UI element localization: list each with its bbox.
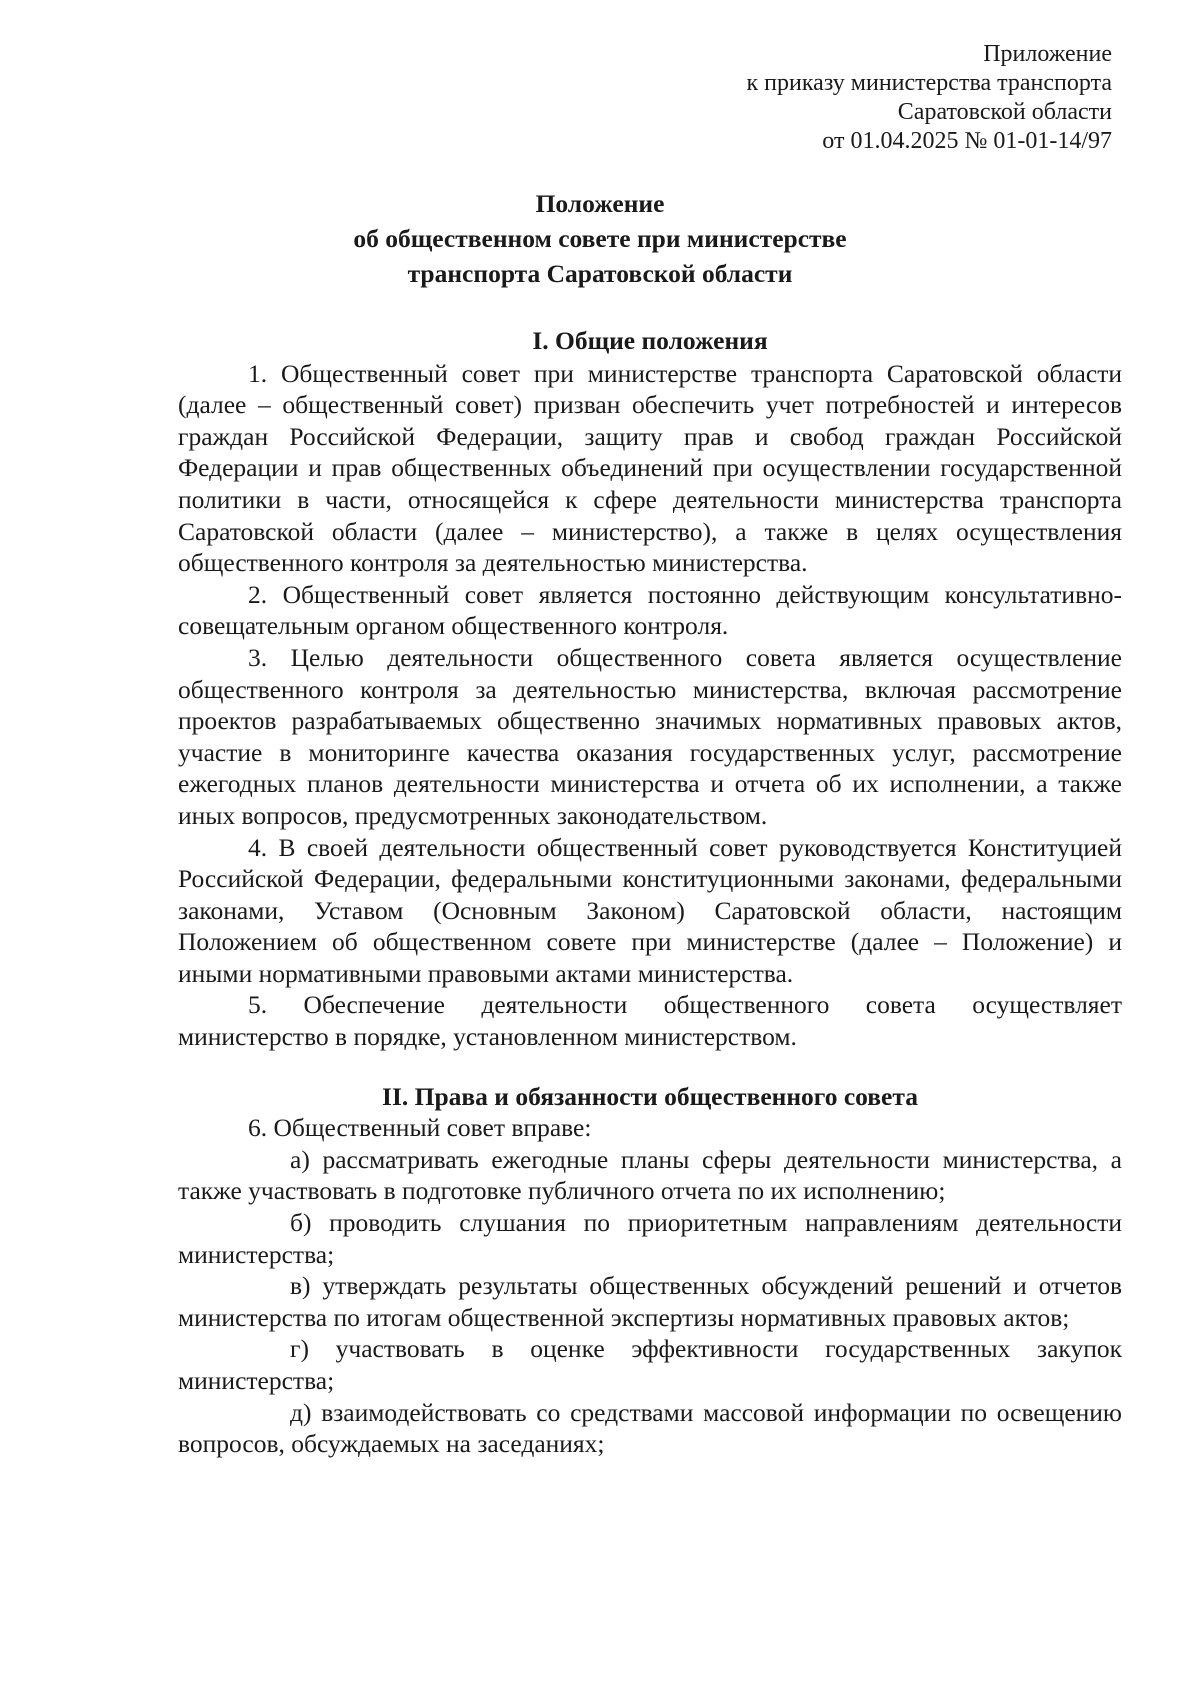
paragraph-1: 1. Общественный совет при министерстве транспорта Саратовской области (далее – общественный совет) призван обеспечить учет потребностей и интересов граждан Российской Федерации, защиту прав и свобод граждан Российской Федерации и прав общественных объединений при осуществлении государственной политики в части, относящейся к сфере деятельности министерства транспорта Саратовской области (далее – министерство), а также в целях осуществления общественного контроля за деятельностью министерства. — [178, 358, 1122, 578]
paragraph-5: 5. Обеспечение деятельности общественного совета осуществляет министерство в порядке, установленном министерством. — [178, 990, 1122, 1052]
appendix-note — [592, 40, 1112, 156]
appendix-line-4: от 01.04.2025 № 01-01-14/97 — [822, 128, 1112, 154]
appendix-line-1: Приложение — [983, 41, 1112, 67]
title-line-2: об общественном совете при министерстве — [353, 224, 847, 253]
subitem-v: в) утверждать результаты общественных обсуждений решений и отчетов министерства по итогам общественной экспертизы нормативных правовых актов; — [178, 1271, 1122, 1332]
paragraph-4: 4. В своей деятельности общественный совет руководствуется Конституцией Российской Федерации, федеральными конституционными законами, федеральными законами, Уставом (Основным Законом) Саратовской области, настоящим Положением об общественном совете при министерстве (далее – Положение) и иными нормативными правовыми актами министерства. — [178, 832, 1122, 988]
title-line-3: транспорта Саратовской области — [407, 259, 793, 288]
section-1-heading: I. Общие положения — [532, 326, 768, 355]
paragraph-3: 3. Целью деятельности общественного совета является осуществление общественного контроля за деятельностью министерства, включая рассмотрение проектов разрабатываемых общественно значимых нормативных правовых актов, участие в мониторинге качества оказания государственных услуг, рассмотрение ежегодных планов деятельности министерства и отчета об их исполнении, а также иных вопросов, предусмотренных законодательством. — [178, 642, 1122, 830]
paragraph-2: 2. Общественный совет является постоянно действующим консультативно-совещательным органом общественного контроля. — [178, 579, 1122, 641]
paragraph-6: 6. Общественный совет вправе: — [248, 1113, 592, 1143]
subitem-b: б) проводить слушания по приоритетным направлениям деятельности министерства; — [178, 1208, 1122, 1269]
subitem-a: а) рассматривать ежегодные планы сферы деятельности министерства, а также участвовать в подготовке публичного отчета по их исполнению; — [178, 1144, 1122, 1206]
document-body — [178, 325, 1122, 1460]
document-title — [170, 186, 1030, 291]
subitem-d: д) взаимодействовать со средствами массовой информации по освещению вопросов, обсуждаемых на заседаниях; — [178, 1397, 1122, 1459]
subitem-g: г) участвовать в оценке эффективности государственных закупок министерства; — [178, 1334, 1122, 1395]
appendix-line-2: к приказу министерства транспорта — [746, 70, 1112, 96]
title-line-1: Положение — [535, 189, 665, 218]
section-2-heading: II. Права и обязанности общественного совета — [382, 1081, 918, 1111]
appendix-line-3: Саратовской области — [897, 99, 1112, 125]
